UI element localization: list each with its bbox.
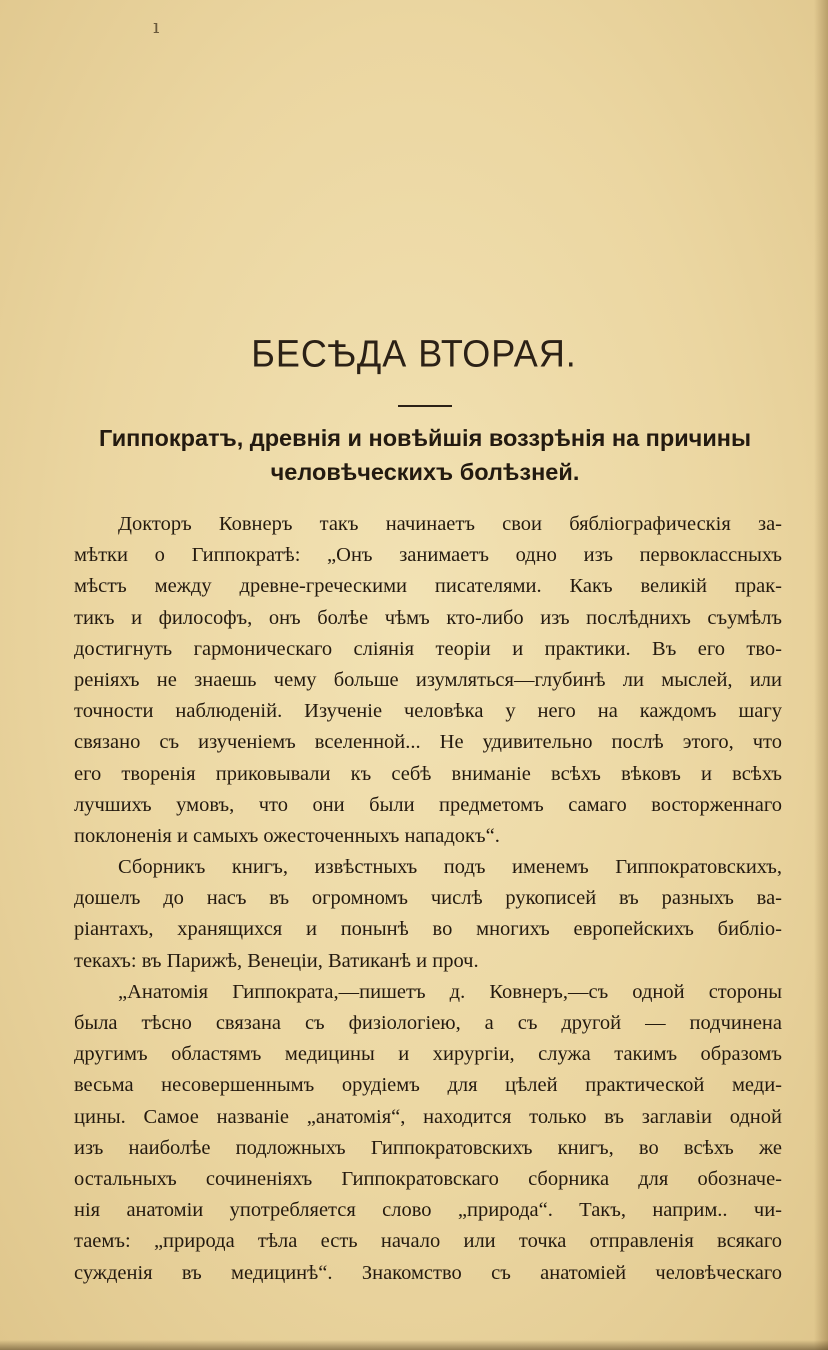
text-line: дошелъ до насъ въ огромномъ числѣ рукописей въ разныхъ ва- bbox=[74, 887, 782, 910]
text-line: лучшихъ умовъ, что они были предметомъ самаго восторженнаго bbox=[74, 793, 782, 816]
chapter-title: БЕСѢДА ВТОРАЯ. bbox=[251, 331, 577, 375]
text-line: „Анатомія Гиппократа,—пишетъ д. Ковнеръ,—съ одной стороны bbox=[118, 980, 782, 1003]
body-text bbox=[74, 509, 782, 1289]
text-line: мѣстъ между древне-греческими писателями. Какъ великій прак- bbox=[74, 575, 782, 598]
text-line: изъ наиболѣе подложныхъ Гиппократовскихъ книгъ, во всѣхъ же bbox=[74, 1136, 782, 1159]
text-line: была тѣсно связана съ физіологіею, а съ другой — подчинена bbox=[74, 1012, 782, 1034]
title-rule bbox=[398, 405, 452, 407]
text-line: мѣтки о Гиппократѣ: „Онъ занимаетъ одно изъ первоклассныхъ bbox=[74, 544, 782, 567]
page-edge-shadow-bottom bbox=[0, 1340, 828, 1350]
text-line: достигнуть гармоническаго сліянія теоріи и практики. Въ его тво- bbox=[74, 637, 782, 660]
text-line: связано съ изученіемъ вселенной... Не удивительно послѣ этого, что bbox=[74, 731, 782, 754]
text-line: таемъ: „природа тѣла есть начало или точка отправленія всякаго bbox=[74, 1230, 782, 1253]
text-line: цины. Самое названіе „анатомія“, находится только въ заглавіи одной bbox=[74, 1105, 782, 1128]
text-line: точности наблюденій. Изученіе человѣка у него на каждомъ шагу bbox=[74, 700, 782, 723]
page-edge-shadow-right bbox=[814, 0, 828, 1350]
text-line: весьма несовершеннымъ орудіемъ для цѣлей практической меди- bbox=[74, 1074, 782, 1097]
text-line: реніяхъ не знаешь чему больше изумляться—глубинѣ ли мыслей, или bbox=[74, 668, 782, 691]
text-line: сужденія въ медицинѣ“. Знакомство съ анатоміей человѣческаго bbox=[74, 1261, 782, 1284]
text-line: Докторъ Ковнеръ такъ начинаетъ свои бябліографическія за- bbox=[118, 513, 782, 535]
text-line: другимъ областямъ медицины и хирургіи, служа такимъ образомъ bbox=[74, 1043, 782, 1066]
paragraph-3 bbox=[74, 977, 782, 1289]
text-line: Сборникъ книгъ, извѣстныхъ подъ именемъ Гиппократовскихъ, bbox=[118, 856, 782, 879]
text-line: поклоненія и самыхъ ожесточенныхъ нападокъ“. bbox=[74, 824, 500, 847]
text-line: ріантахъ, хранящихся и понынѣ во многихъ европейскихъ библіо- bbox=[74, 918, 782, 941]
text-line: остальныхъ сочиненіяхъ Гиппократовскаго сборника для обозначе- bbox=[74, 1167, 782, 1190]
text-line: его творенія приковывали къ себѣ вниманіе всѣхъ вѣковъ и всѣхъ bbox=[74, 762, 782, 785]
margin-mark: ı bbox=[153, 14, 160, 38]
chapter-subtitle: Гиппократъ, древнія и новѣйшія воззрѣнія на причины человѣческихъ болѣзней. bbox=[98, 425, 752, 485]
text-line: текахъ: въ Парижѣ, Венеціи, Ватиканѣ и проч. bbox=[74, 949, 479, 972]
text-line: тикъ и философъ, онъ болѣе чѣмъ кто-либо изъ послѣднихъ съумѣлъ bbox=[74, 606, 782, 629]
paragraph-2 bbox=[74, 852, 782, 977]
text-line: нія анатоміи употребляется слово „природа“. Такъ, наприм.. чи- bbox=[74, 1199, 782, 1222]
paragraph-1 bbox=[74, 509, 782, 852]
